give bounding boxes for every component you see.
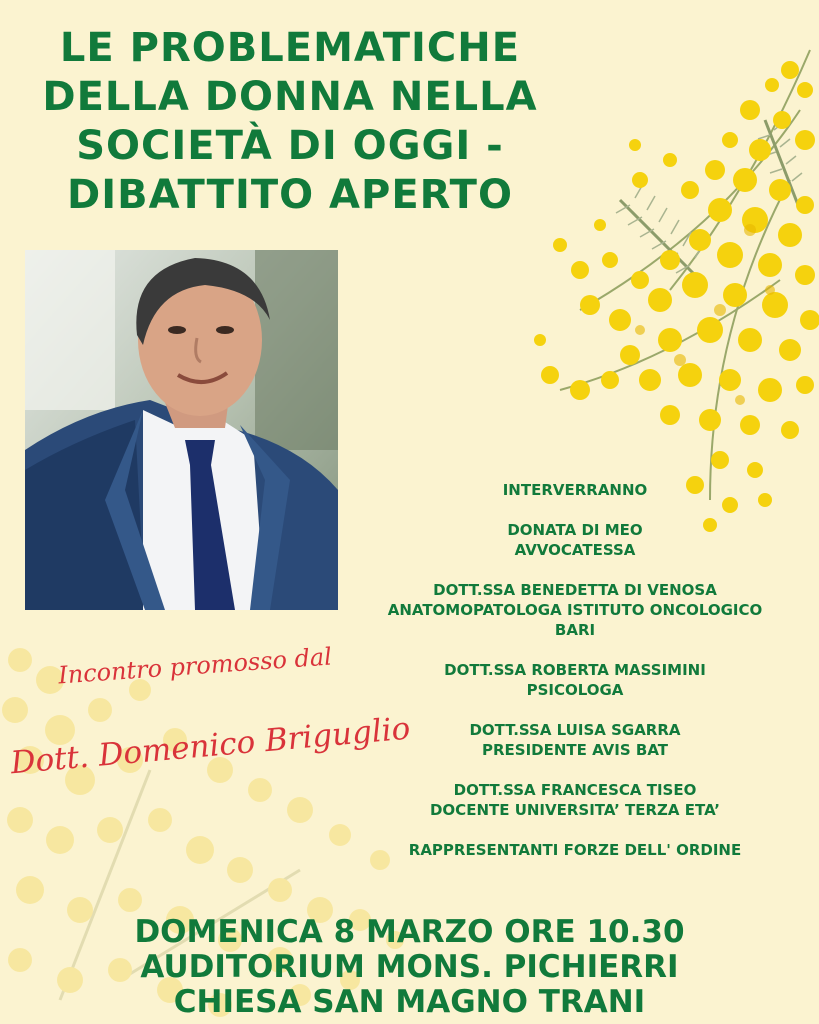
event-date: DOMENICA 8 MARZO ORE 10.30 — [134, 914, 685, 950]
speakers-heading: INTERVERRANNO — [502, 481, 648, 499]
title-line: DELLA DONNA NELLA — [42, 74, 538, 120]
event-venue: AUDITORIUM MONS. PICHIERRI — [140, 949, 679, 985]
event-details — [0, 915, 819, 1020]
speaker-role: BARI — [554, 621, 596, 639]
title-line: SOCIETÀ DI OGGI - — [76, 123, 504, 169]
speaker-name: DOTT.SSA LUISA SGARRA — [469, 721, 681, 739]
speaker-name: RAPPRESENTANTI FORZE DELL' ORDINE — [408, 841, 742, 859]
poster-title — [10, 24, 570, 220]
speaker-entry — [345, 660, 805, 700]
speaker-name: DOTT.SSA FRANCESCA TISEO — [453, 781, 697, 799]
speaker-role: AVVOCATESSA — [514, 541, 636, 559]
speaker-entry — [345, 780, 805, 820]
speaker-role: PSICOLOGA — [526, 681, 624, 699]
title-line: LE PROBLEMATICHE — [59, 25, 521, 71]
title-line: DIBATTITO APERTO — [67, 172, 513, 218]
speaker-name: DONATA DI MEO — [507, 521, 643, 539]
speaker-role: ANATOMOPATOLOGA ISTITUTO ONCOLOGICO — [387, 601, 763, 619]
speakers-list — [345, 480, 805, 860]
speaker-name: DOTT.SSA BENEDETTA DI VENOSA — [433, 581, 717, 599]
speaker-portrait-icon — [25, 250, 338, 610]
speaker-entry — [345, 720, 805, 760]
promoter-intro: Incontro promosso dal — [57, 642, 333, 690]
speaker-name: DOTT.SSA ROBERTA MASSIMINI — [444, 661, 706, 679]
speaker-entry — [345, 580, 805, 640]
speaker-role: DOCENTE UNIVERSITA’ TERZA ETA’ — [429, 801, 721, 819]
speaker-role: PRESIDENTE AVIS BAT — [481, 741, 669, 759]
promoter-name: Dott. Domenico Briguglio — [9, 710, 412, 782]
speaker-entry — [345, 840, 805, 860]
event-location: CHIESA SAN MAGNO TRANI — [173, 984, 646, 1020]
speaker-entry — [345, 520, 805, 560]
